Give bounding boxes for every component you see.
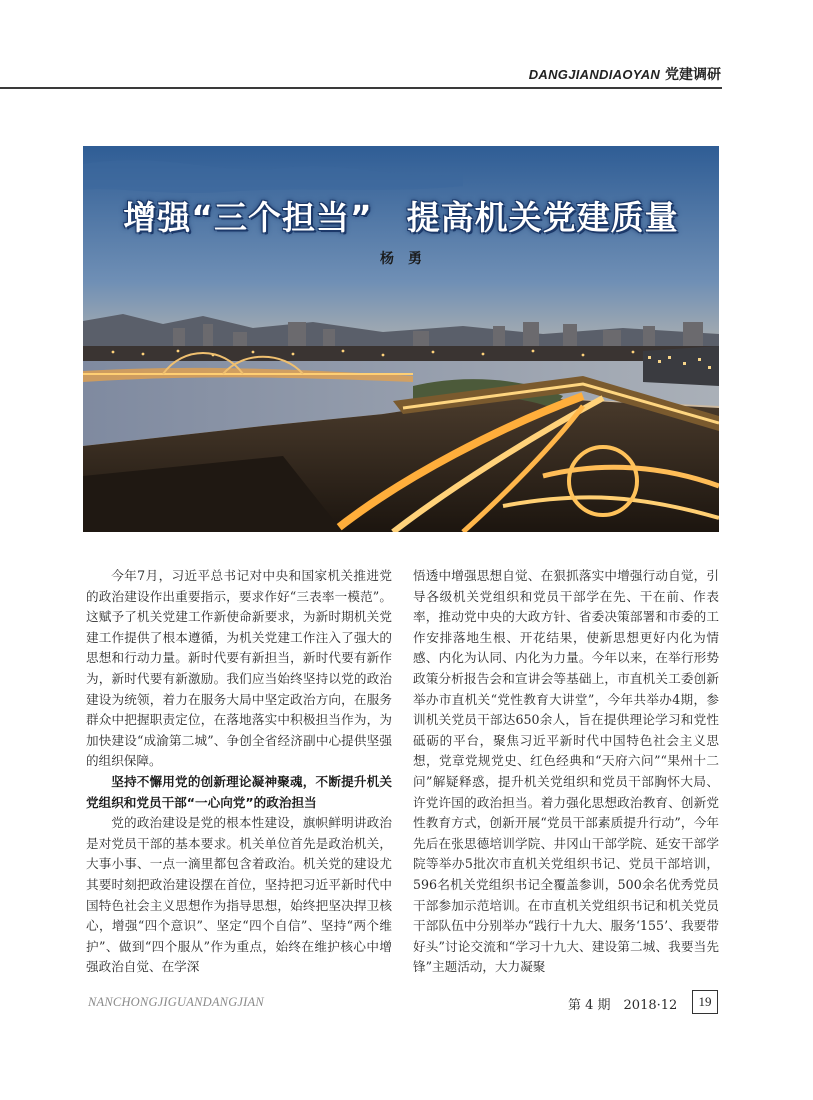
article-title: 增强“三个担当” 提高机关党建质量 bbox=[123, 198, 679, 237]
page-number: 19 bbox=[692, 990, 718, 1014]
left-column bbox=[86, 566, 392, 978]
paragraph-political-building: 党的政治建设是党的根本性建设，旗帜鲜明讲政治是对党员干部的基本要求。机关单位首先是政治机关，大事小事、一点一滴里都包含着政治。机关党的建设尤其要时刻把政治建设摆在首位，坚持把习近平新时代中国特色社会主义思想作为指导思想，始终把坚决捍卫核心，增强“四个意识”、坚定“四个自信”、坚持“两个维护”、做到“四个服从”作为重点，始终在维护核心中增强政治自觉、在学深 bbox=[86, 815, 392, 975]
header-section-title bbox=[529, 64, 721, 84]
header-chinese: 党建调研 bbox=[665, 67, 721, 83]
running-footer bbox=[0, 990, 813, 1020]
hero-photo bbox=[83, 146, 719, 532]
footer-issue: 第 4 期 2018·12 bbox=[568, 998, 678, 1013]
paragraph-continued: 悟透中增强思想自觉、在狠抓落实中增强行动自觉，引导各级机关党组织和党员干部学在先、干在前、作表率，推动党中央的大政方针、省委决策部署和市委的工作安排落地生根、开花结果，使新思想更好内化为情感、内化为认同、内化为力量。今年以来，在举行形势政策分析报告会和宣讲会等基础上，市直机关工委创新举办市直机关“党性教育大讲堂”，今年共举办4期，参训机关党员干部达650余人，旨在提供理论学习和党性砥砺的平台，聚焦习近平新时代中国特色社会主义思想，党章党规党史、红色经典和“天府六问”“果州十二问”解疑释惑，提升机关党组织和党员干部胸怀大局、许党许国的政治担当。着力强化思想政治教育、创新党性教育方式，创新开展“党员干部素质提升行动”，今年先后在张思德培训学院、井冈山干部学院、延安干部学院等举办5批次市直机关党组织书记、党员干部培训，596名机关党组织书记全覆盖参训，500余名优秀党员干部参加示范培训。在市直机关党组织书记和机关党员干部队伍中分别举办“践行十九大、服务‘155’、我要带好头”讨论交流和“学习十九大、建设第二城、我要当先锋”主题活动，大力凝聚 bbox=[413, 568, 719, 975]
paragraph-intro: 今年7月，习近平总书记对中央和国家机关推进党的政治建设作出重要指示，要求作好“三表率一模范”。这赋予了机关党建工作新使命新要求，为新时期机关党建工作提供了根本遵循，为机关党建工作注入了强大的思想和行动力量。新时代要有新担当，新时代要有新作为，新时代要有新激励。我们应当始终坚持以党的政治建设为统领，着力在服务大局中坚定政治方向，在服务群众中把握职责定位，在落地落实中积极担当作为，为加快建设“成渝第二城”、争创全省经济副中心提供坚强的组织保障。 bbox=[86, 568, 392, 769]
running-header bbox=[0, 60, 813, 92]
header-latin: DANGJIANDIAOYAN bbox=[528, 67, 661, 82]
article-author: 杨勇 bbox=[380, 251, 436, 267]
footer-journal-name: NANCHONGJIGUANDANGJIAN bbox=[88, 995, 264, 1009]
section-heading: 坚持不懈用党的创新理论凝神聚魂，不断提升机关党组织和党员干部“一心向党”的政治担当 bbox=[86, 773, 392, 810]
header-rule bbox=[0, 87, 722, 89]
right-column bbox=[413, 566, 719, 978]
